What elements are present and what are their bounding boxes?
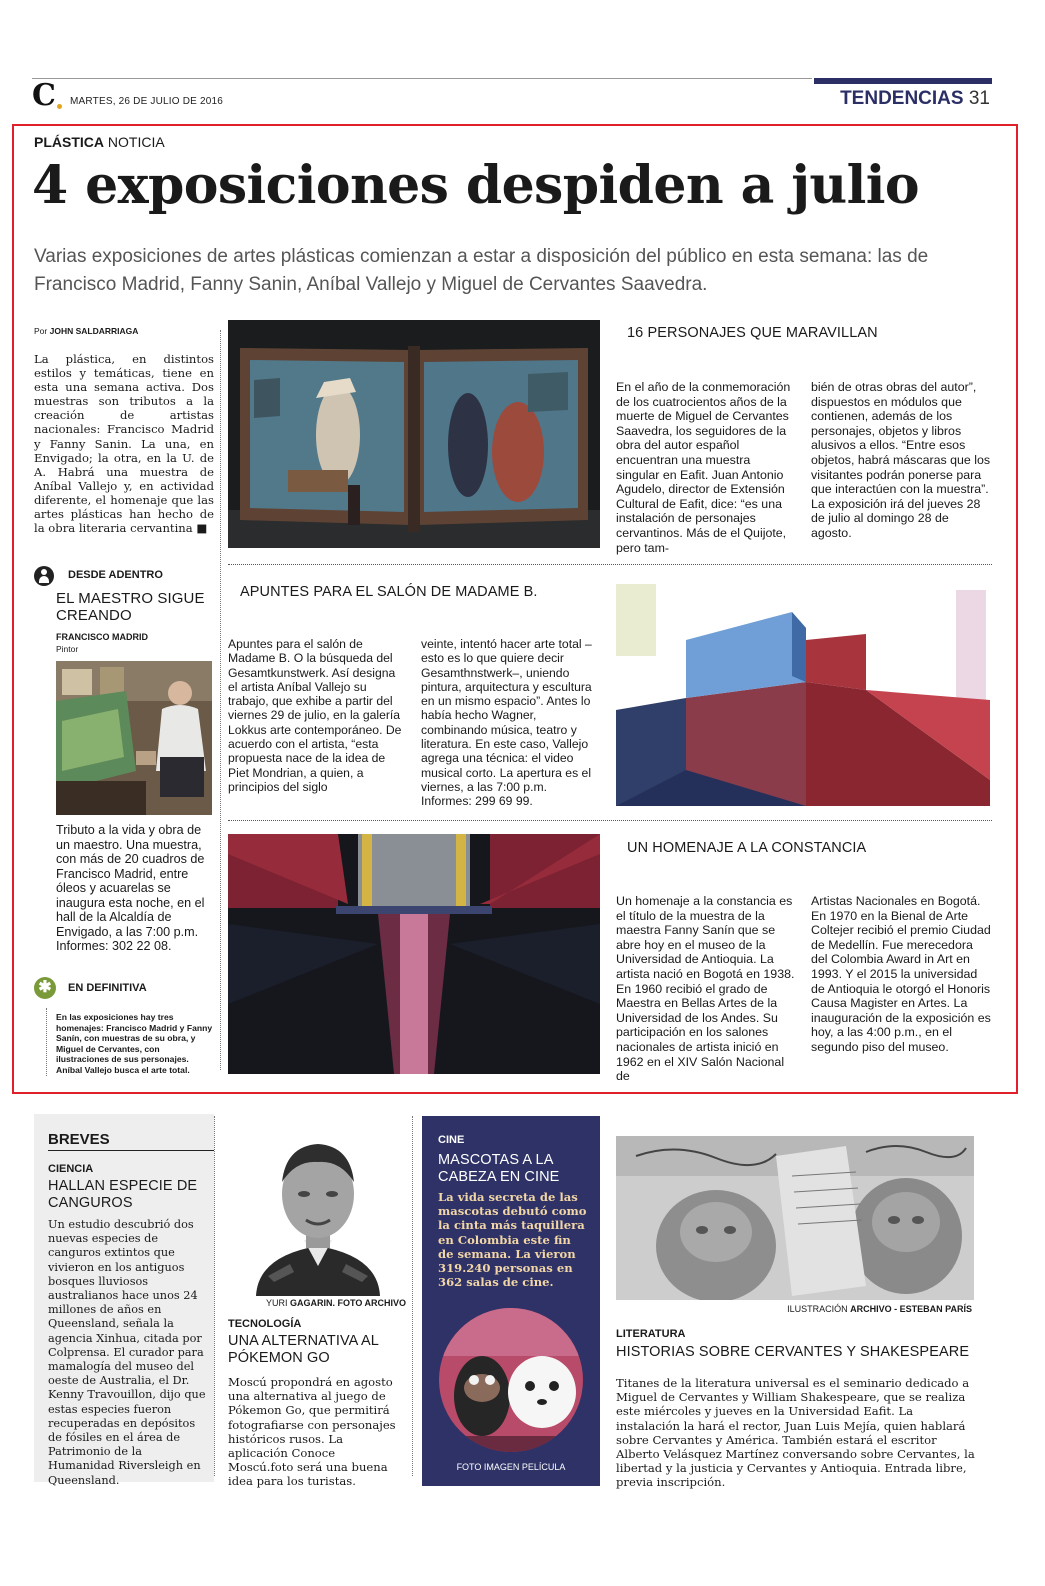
section-tag: NOTICIA bbox=[107, 134, 165, 150]
literatura-title: HISTORIAS SOBRE CERVANTES Y SHAKESPEARE bbox=[616, 1344, 970, 1360]
lead: Varias exposiciones de artes plásticas comienzan a estar a disposición del público en esta semana: las de Francisco Madrid, Fanny Sanin, Aníbal Vallejo y Miguel de Cervantes Saavedra. bbox=[34, 246, 929, 295]
literatura-caption bbox=[616, 1304, 972, 1314]
ciencia-text: Un estudio descubrió dos nuevas especies de canguros extintos que vivieron en los antiguos bosques lluviosos australianos hace unos 24 millones de años en Queensland, señala la agencia Xinhua, citada por Colprensa. El curador para mamalogía del museo del oeste de Australia, el Dr. Kenny Travouillon, dijo que estas especies fueron recuperadas en depósitos de fósiles en el área de Patrimonio de la Humanidad Riversleigh en Queensland. bbox=[48, 1218, 206, 1487]
sanin-col1: Un homenaje a la constancia es el título de la muestra de la maestra Fanny Sanín que se abre hoy en el museo de la Universidad de Antioquia. La artista nació en Bogotá en 1938. En 1960 recibió el grado de Maestra en Bellas Artes de la Universidad de los Andes. Su participación en los salones nacionales de artista inició en 1962 en el XIV Salón Nacional de bbox=[616, 894, 795, 1084]
sanin-col2: Artistas Nacionales en Bogotá. En 1970 en la Bienal de Arte Coltejer recibió el premio Ciudad de Medellín. Fue merecedora del Colombia Award in Art en 1993. Y el 2015 la universidad de Antioquia le otorgó el Honoris Causa Magister en Artes. La inauguración de la exposición es hoy, a las 4:00 p.m., en el segundo piso del museo. bbox=[811, 894, 991, 1054]
cervantes-col2: bién de otras obras del autor”, dispuestos en módulos que contienen, además de los personajes, objetos y libros alusivos a ellos. “Entre esos objetos, habrá máscaras que los visitantes podrán ponerse para que interactúen con la muestra”. La exposición irá del jueves 28 de julio al domingo 28 de agosto. bbox=[811, 380, 991, 540]
cine-section: CINE bbox=[438, 1134, 465, 1146]
vallejo-col2: veinte, intentó hacer arte total –esto es lo que quiere decir Gesamthnstwerk–, uniendo pintura, arquitectura y escultura en un mismo espacio”. Antes lo había hecho Wagner, combinando música, teatro y literatura. En este caso, Vallejo agrega una técnica: el video musical corto. La apertura es el viernes, a las 7:00 p.m. Informes: 299 69 99. bbox=[421, 637, 592, 809]
cine-caption: FOTO IMAGEN PELÍCULA bbox=[456, 1462, 566, 1472]
breves-label: BREVES bbox=[48, 1131, 110, 1148]
tecnologia-title: UNA ALTERNATIVA AL PÓKEMON GO bbox=[228, 1333, 379, 1366]
sidebar-def-label: EN DEFINITIVA bbox=[68, 982, 147, 994]
article-section bbox=[34, 134, 165, 150]
logo-dot bbox=[57, 104, 62, 109]
literatura-caption-pre: ILUSTRACIÓN bbox=[787, 1304, 848, 1314]
madrid-photo bbox=[56, 661, 212, 815]
divider-breves-2 bbox=[412, 1116, 413, 1476]
tecnologia-section: TECNOLOGÍA bbox=[228, 1318, 302, 1330]
vallejo-image bbox=[616, 580, 990, 806]
literatura-section: LITERATURA bbox=[616, 1328, 686, 1340]
divider-breves-1 bbox=[214, 1116, 215, 1476]
sidebar-def-text: En las exposiciones hay tres homenajes: Francisco Madrid y Fanny Sanín, con muestras de su obra, y Miguel de Cervantes, con ilustraciones de sus personajes. Aníbal Vallejo busca el arte total. bbox=[56, 1012, 213, 1075]
section-bar bbox=[814, 78, 992, 84]
headline: 4 exposiciones despiden a julio bbox=[32, 155, 920, 216]
byline bbox=[34, 326, 138, 336]
sidebar-text: Tributo a la vida y obra de un maestro. Una muestra, con más de 20 cuadros de Francisco Madrid, entre óleos y acuarelas se inaugura esta noche, en el hall de la Alcaldía de Envigado, a las 7:00 p.m. Informes: 302 22 08. bbox=[56, 823, 205, 953]
breves-rule bbox=[48, 1150, 214, 1151]
sidebar-def-row bbox=[34, 977, 214, 999]
sidebar-label-row bbox=[34, 566, 214, 586]
cine-text: La vida secreta de las mascotas debutó como la cinta más taquillera en Colombia este fin de semana. La vieron 319.240 personas en 362 salas de cine. bbox=[438, 1190, 587, 1290]
tecnologia-text: Moscú propondrá en agosto una alternativa al juego de Pókemon Go, que permitirá fotografiarse con personajes históricos rusos. La aplicación Conoce Moscú.foto será una buena idea para los turistas. bbox=[228, 1375, 396, 1489]
def-left-rule bbox=[46, 1008, 47, 1076]
cervantes-title: 16 PERSONAJES QUE MARAVILLAN bbox=[627, 325, 878, 341]
divider-h2 bbox=[228, 820, 992, 821]
cine-photo bbox=[430, 1306, 592, 1454]
sanin-image bbox=[228, 834, 600, 1074]
ciencia-section: CIENCIA bbox=[48, 1163, 94, 1175]
byline-author: JOHN SALDARRIAGA bbox=[49, 326, 139, 336]
gagarin-caption-main: GAGARIN. FOTO ARCHIVO bbox=[289, 1298, 406, 1308]
ciencia-title: HALLAN ESPECIE DE CANGUROS bbox=[48, 1178, 198, 1211]
sidebar-label: DESDE ADENTRO bbox=[68, 569, 163, 581]
cervantes-col1: En el año de la conmemoración de los cuatrocientos años de la muerte de Miguel de Cervantes Saavedra, los seguidores de la obra del autor español encuentran una muestra singular en Eafit. Juan Antonio Agudelo, director de Extensión Cultural de Eafit, dice: “es una instalación de personajes cervantinos. Más de el Quijote, pero tam- bbox=[616, 380, 791, 555]
cine-title: MASCOTAS A LA CABEZA EN CINE bbox=[438, 1152, 560, 1185]
vallejo-title: APUNTES PARA EL SALÓN DE MADAME B. bbox=[240, 584, 538, 600]
page-number: 31 bbox=[968, 88, 990, 109]
sanin-title: UN HOMENAJE A LA CONSTANCIA bbox=[627, 840, 867, 856]
person-icon bbox=[34, 566, 54, 586]
literatura-image bbox=[616, 1136, 974, 1300]
divider-left bbox=[220, 330, 221, 1070]
section-name bbox=[814, 88, 990, 110]
masthead bbox=[32, 74, 992, 114]
issue-date: MARTES, 26 DE JULIO DE 2016 bbox=[70, 96, 224, 107]
vallejo-col1: Apuntes para el salón de Madame B. O la búsqueda del Gesamtkunstwerk. Así designa el artista Aníbal Vallejo su trabajo, que exhibe a partir del viernes 29 de julio, en la galería Lokkus arte contemporáneo. De acuerdo con el artista, “esta propuesta nace de la idea de Piet Mondrian, a quien, a principios del siglo bbox=[228, 637, 402, 794]
divider-h1 bbox=[228, 564, 992, 565]
sidebar-title: EL MAESTRO SIGUE CREANDO bbox=[56, 590, 205, 624]
literatura-caption-main: ARCHIVO - ESTEBAN PARÍS bbox=[850, 1304, 972, 1314]
literatura-text: Titanes de la literatura universal es el seminario dedicado a Miguel de Cervantes y William Shakespeare, que se realiza este miércoles y jueves en la Universidad Eafit. La instalación la hará el rector, Juan Luis Mejía, quien hablará sobre Cervantes y América. También estará el escritor Alberto Velásquez Martínez conversando sobre Cervantes, la libertad y la justicia y Cervantes y Antioquia. Entrada libre, previa inscripción. bbox=[616, 1376, 975, 1490]
logo: C bbox=[32, 78, 56, 113]
byline-prefix: Por bbox=[34, 326, 48, 336]
sidebar-name: FRANCISCO MADRID bbox=[56, 632, 148, 642]
intro-text: La plástica, en distintos estilos y temáticas, tiene en esta una semana activa. Dos muestras son tributos a la creación de artistas nacionales: Francisco Madrid y Fanny Sanin. La una, en Envigado; la otra, en la U. de A. Habrá una muestra de Aníbal Vallejo y, en actividad diferente, el homenaje que las artes plásticas han hecho de la obra literaria cervantina ■ bbox=[34, 352, 214, 536]
top-rule bbox=[32, 78, 812, 79]
section-label: TENDENCIAS bbox=[840, 88, 964, 109]
asterisk-icon: ✱ bbox=[34, 977, 56, 999]
gagarin-caption bbox=[228, 1298, 406, 1308]
gagarin-photo bbox=[228, 1116, 408, 1296]
cervantes-photo bbox=[228, 320, 600, 548]
sidebar-role: Pintor bbox=[56, 644, 79, 654]
gagarin-caption-pre: YURI bbox=[265, 1298, 288, 1308]
section-kicker: PLÁSTICA bbox=[34, 134, 104, 150]
